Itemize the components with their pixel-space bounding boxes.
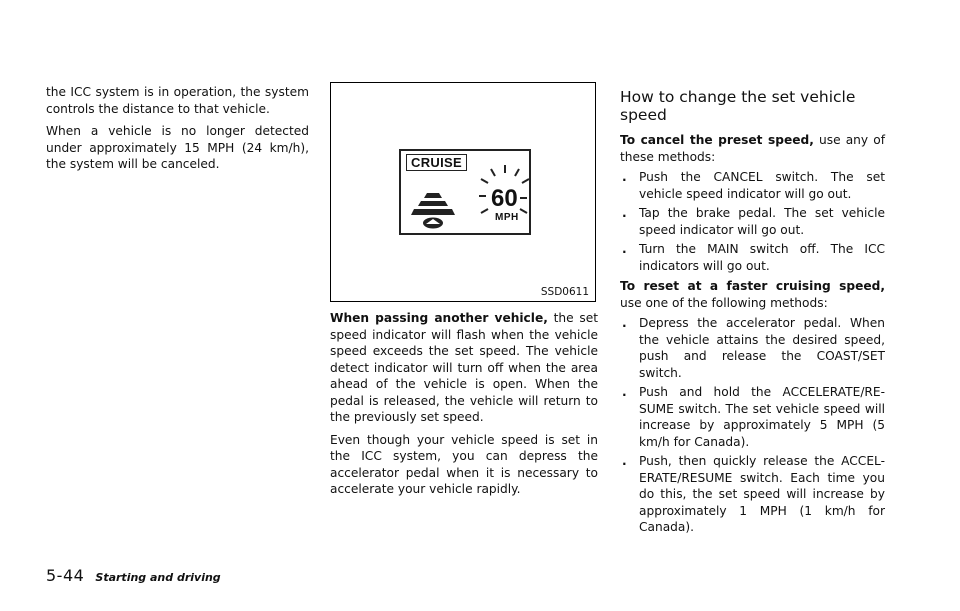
paragraph: Even though your vehicle speed is set in the ICC system, you can depress the accelerator pedal when it is necessary to accelerate your vehicle rapidly.	[330, 432, 598, 496]
list-item: . Push the CANCEL switch. The set vehicle speed indicator will go out.	[622, 170, 885, 201]
figure-cruise-display	[330, 82, 596, 302]
column-2	[330, 310, 598, 504]
column-3	[620, 88, 885, 540]
cruise-display-panel	[399, 149, 531, 235]
bullet: .	[622, 170, 627, 184]
cruise-label: CRUISE	[406, 154, 467, 171]
body-text: use any of these methods:	[620, 133, 885, 164]
lead-text: To cancel the preset speed,	[620, 133, 814, 147]
list-item: . Tap the brake pedal. The set vehicle speed indicator will go out.	[622, 206, 885, 237]
body-text: use one of the following methods:	[620, 295, 828, 310]
list-item: . Turn the MAIN switch off. The ICC indicators will go out.	[622, 242, 885, 273]
reset-methods-list	[620, 315, 885, 536]
speed-unit: MPH	[495, 212, 519, 223]
bullet: .	[622, 206, 627, 220]
figure-code: SSD0611	[540, 286, 589, 298]
paragraph	[330, 310, 598, 426]
paragraph	[620, 132, 885, 165]
bullet: .	[622, 316, 627, 330]
paragraph	[620, 278, 885, 311]
lead-text: When passing another vehicle,	[330, 311, 548, 325]
page-number: 5-44	[46, 566, 85, 585]
cancel-methods-list	[620, 169, 885, 274]
list-item: . Depress the accelerator pedal. When the vehicle attains the desired speed, push and release the COAST/SET switch.	[622, 316, 885, 380]
page-footer	[46, 566, 221, 585]
bullet: .	[622, 385, 627, 399]
column-1	[46, 84, 309, 179]
body-text: the set speed indicator will flash when the vehicle speed exceeds the set speed. The vehicle detect indicator will turn off when the area ahead of the vehicle is open. When the pedal is released, the vehicle will return to the previously set speed.	[330, 311, 598, 424]
list-item: . Push and hold the ACCELERATE/RE-SUME switch. The set vehicle speed will increase by approximately 5 MPH (5 km/h for Canada).	[622, 385, 885, 449]
bullet: .	[622, 454, 627, 468]
lead-text: To reset at a faster cruising speed,	[620, 279, 885, 293]
list-item: . Push, then quickly release the ACCEL-ERATE/RESUME switch. Each time you do this, the set speed will increase by approximately 1 MPH (1 km/h for Canada).	[622, 454, 885, 534]
section-title: Starting and driving	[95, 571, 221, 584]
bullet: .	[622, 242, 627, 256]
set-speed-value: 60	[491, 185, 518, 212]
paragraph: When a vehicle is no longer detected under approximately 15 MPH (24 km/h), the system will be canceled.	[46, 124, 309, 171]
section-heading: How to change the set vehicle speed	[620, 88, 856, 124]
paragraph: the ICC system is in operation, the system controls the distance to that vehicle.	[46, 85, 309, 116]
